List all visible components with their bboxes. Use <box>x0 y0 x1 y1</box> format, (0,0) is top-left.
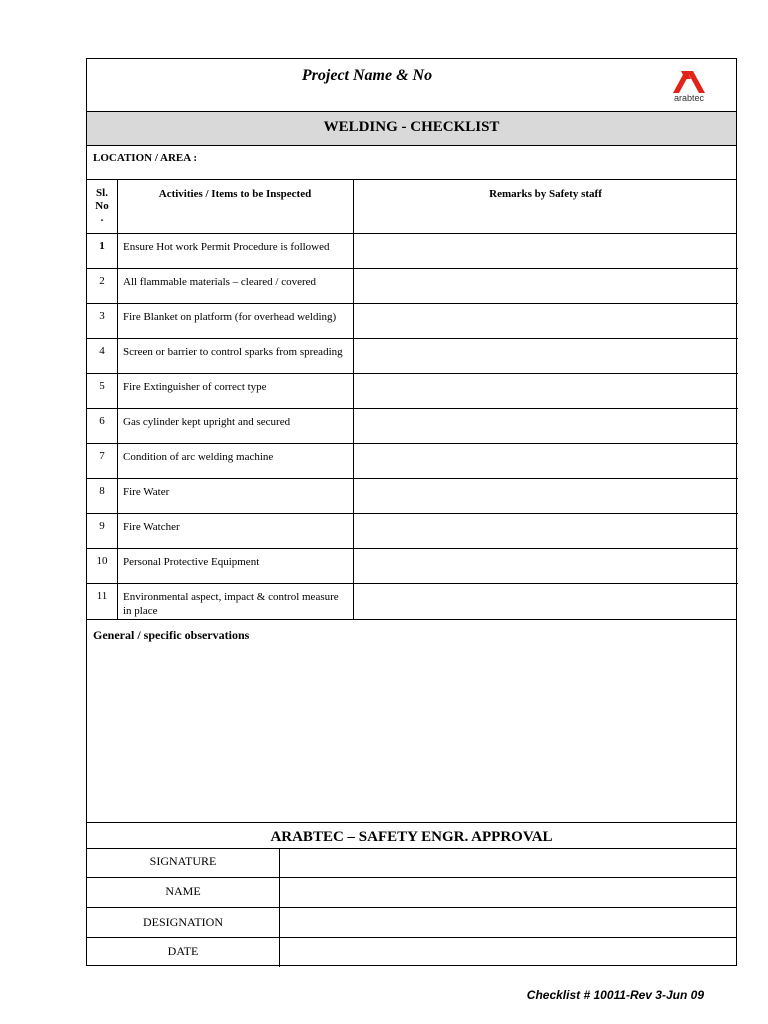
signature-field[interactable] <box>280 848 736 877</box>
header-sl-line2: No <box>95 199 109 212</box>
row-activity: Personal Protective Equipment <box>123 556 260 568</box>
row-remarks-field[interactable] <box>354 513 738 548</box>
row-number: 3 <box>99 310 105 322</box>
row-activity: Fire Water <box>123 486 170 498</box>
row-activity: Fire Extinguisher of correct type <box>123 381 267 393</box>
checklist-title: WELDING - CHECKLIST <box>323 119 500 135</box>
arabtec-logo <box>665 67 713 107</box>
row-number: 6 <box>99 415 105 427</box>
divider <box>87 179 736 180</box>
row-remarks-field[interactable] <box>354 408 738 443</box>
row-remarks-field[interactable] <box>354 478 738 513</box>
row-number: 11 <box>96 590 108 602</box>
header-remarks: Remarks by Safety staff <box>489 188 602 200</box>
arabtec-logo-icon <box>665 67 713 95</box>
row-activity: Fire Blanket on platform (for overhead welding) <box>123 311 337 323</box>
date-field[interactable] <box>280 937 736 966</box>
row-remarks-field[interactable] <box>354 583 738 618</box>
row-remarks-field[interactable] <box>354 233 738 268</box>
row-remarks-field[interactable] <box>354 338 738 373</box>
row-remarks-field[interactable] <box>354 268 738 303</box>
designation-field[interactable] <box>280 907 736 937</box>
table-row <box>87 408 738 443</box>
project-title: Project Name & No <box>301 67 433 84</box>
table-row <box>87 548 738 583</box>
row-number: 8 <box>99 485 105 497</box>
header-sl-line1: Sl. <box>96 187 108 199</box>
footer-checklist-id: Checklist # 10011-Rev 3-Jun 09 <box>526 988 704 1002</box>
header-sl-no <box>87 187 117 225</box>
row-remarks-field[interactable] <box>354 303 738 338</box>
table-row <box>87 478 738 513</box>
designation-label: DESIGNATION <box>143 915 223 929</box>
logo-wordmark: arabtec <box>673 93 705 103</box>
row-number: 4 <box>99 345 105 357</box>
table-row <box>87 303 738 338</box>
header-sl-line3: . <box>100 212 104 224</box>
row-number: 9 <box>99 520 105 532</box>
table-row <box>87 583 738 618</box>
table-row <box>87 513 738 548</box>
divider <box>87 145 736 146</box>
header-activities: Activities / Items to be Inspected <box>158 188 312 200</box>
row-activity: All flammable materials – cleared / covered <box>123 276 317 288</box>
divider <box>87 619 736 620</box>
row-remarks-field[interactable] <box>354 373 738 408</box>
row-number: 10 <box>96 555 108 567</box>
location-label: LOCATION / AREA : <box>93 152 198 164</box>
row-activity: Environmental aspect, impact & control measure in place <box>123 591 339 617</box>
table-row <box>87 373 738 408</box>
row-activity: Condition of arc welding machine <box>123 451 274 463</box>
date-label: DATE <box>167 944 199 958</box>
observations-label: General / specific observations <box>93 628 250 642</box>
name-field[interactable] <box>280 877 736 907</box>
row-number: 1 <box>99 240 105 252</box>
table-row <box>87 443 738 478</box>
row-activity: Ensure Hot work Permit Procedure is followed <box>123 241 330 253</box>
row-activity: Gas cylinder kept upright and secured <box>123 416 291 428</box>
row-number: 7 <box>99 450 105 462</box>
row-number: 5 <box>99 380 105 392</box>
approval-title: ARABTEC – SAFETY ENGR. APPROVAL <box>270 829 553 845</box>
row-activity: Fire Watcher <box>123 521 180 533</box>
table-row <box>87 268 738 303</box>
name-label: NAME <box>165 884 201 898</box>
row-number: 2 <box>99 275 105 287</box>
divider <box>87 822 736 823</box>
table-row <box>87 338 738 373</box>
signature-label: SIGNATURE <box>149 854 217 868</box>
row-remarks-field[interactable] <box>354 548 738 583</box>
row-remarks-field[interactable] <box>354 443 738 478</box>
row-activity: Screen or barrier to control sparks from spreading <box>123 346 343 358</box>
table-row <box>87 233 738 268</box>
checklist-form <box>86 58 737 966</box>
